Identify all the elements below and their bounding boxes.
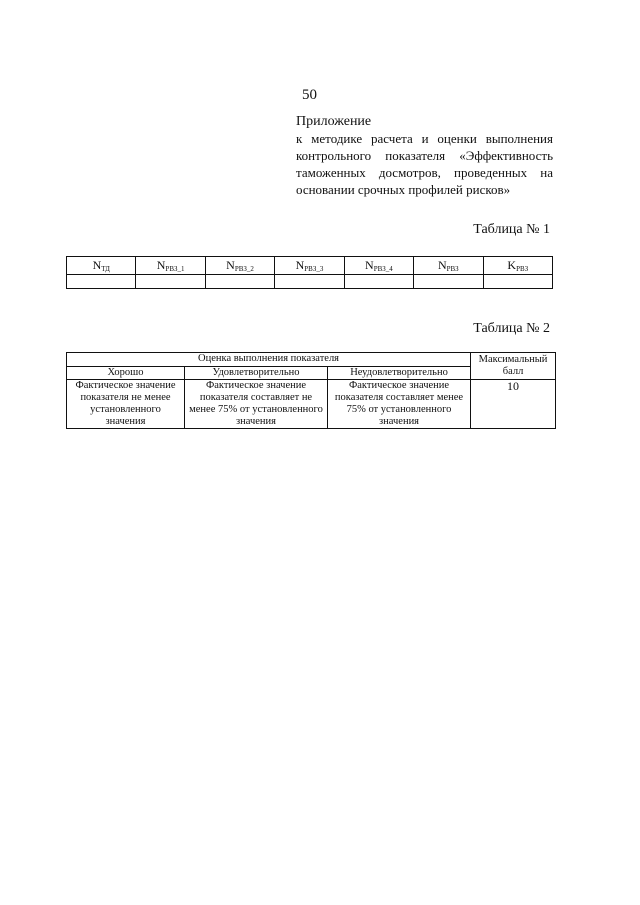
table2-header-row bbox=[67, 353, 556, 367]
table1-header-cell: $N_{РВЗ}$ bbox=[414, 257, 483, 275]
table1-header-cell: $N_{РВЗ\_4}$ bbox=[344, 257, 413, 275]
table1-header-cell: $N_{РВЗ\_2}$ bbox=[205, 257, 274, 275]
table1-empty-cell bbox=[67, 275, 136, 289]
table1-empty-row bbox=[67, 275, 553, 289]
appendix-text: к методике расчета и оценки выполнения контрольного показателя «Эффективность таможенных досмотров, проведенных на основании срочных профилей рисков» bbox=[296, 131, 553, 197]
table2-caption: Таблица № 2 bbox=[473, 321, 550, 336]
table1-header-row bbox=[67, 257, 553, 275]
table1-empty-cell bbox=[344, 275, 413, 289]
table2-subheader-satisfactory: Удовлетворительно bbox=[185, 367, 328, 380]
table1-header-cell: $K_{РВЗ}$ bbox=[483, 257, 552, 275]
table1-empty-cell bbox=[136, 275, 205, 289]
page-number: 50 bbox=[302, 87, 317, 103]
table1-header-cell: $N_{РВЗ\_1}$ bbox=[136, 257, 205, 275]
table1-header-cell: $N_{ТД}$ bbox=[67, 257, 136, 275]
evaluation-table bbox=[66, 352, 556, 429]
table2-max-score: 10 bbox=[471, 380, 556, 429]
table2-group-header: Оценка выполнения показателя bbox=[67, 353, 471, 367]
indicator-table bbox=[66, 256, 553, 289]
table1-empty-cell bbox=[205, 275, 274, 289]
table2-cell-satisfactory: Фактическое значение показателя составляет не менее 75% от установленного значения bbox=[185, 380, 328, 429]
table2-cell-unsatisfactory: Фактическое значение показателя составляет менее 75% от установленного значения bbox=[328, 380, 471, 429]
table1-empty-cell bbox=[414, 275, 483, 289]
table1-empty-cell bbox=[275, 275, 344, 289]
table1-header-cell: $N_{РВЗ\_3}$ bbox=[275, 257, 344, 275]
appendix-block bbox=[296, 113, 553, 198]
table2-subheader-unsatisfactory: Неудовлетворительно bbox=[328, 367, 471, 380]
table2-cell-good: Фактическое значение показателя не менее установленного значения bbox=[67, 380, 185, 429]
table2-max-header: Максимальный балл bbox=[471, 353, 556, 380]
table1-caption: Таблица № 1 bbox=[473, 222, 550, 237]
table2-body-row bbox=[67, 380, 556, 429]
table1-empty-cell bbox=[483, 275, 552, 289]
table2-subheader-good: Хорошо bbox=[67, 367, 185, 380]
appendix-heading: Приложение bbox=[296, 114, 372, 129]
